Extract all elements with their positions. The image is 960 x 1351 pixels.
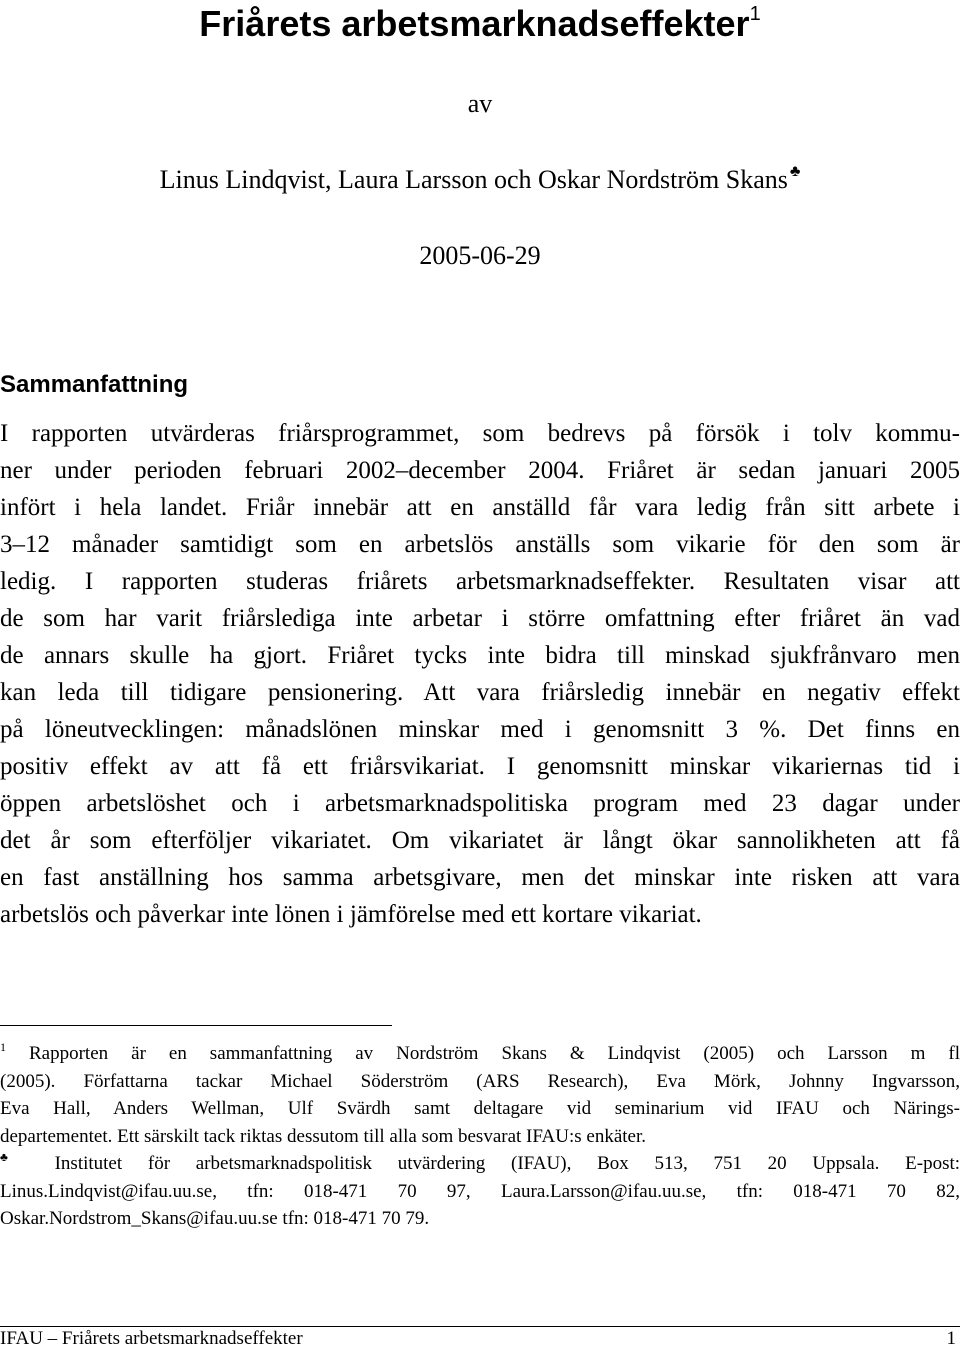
footnote-2-line [0, 1150, 960, 1178]
club-mark-icon: ♣ [789, 163, 801, 180]
summary-line: på löneutvecklingen: månadslönen minskar med i genomsnitt 3 %. Det finns en [0, 716, 960, 743]
authors-text: Linus Lindqvist, Laura Larsson och Oskar Nordström Skans [159, 165, 788, 194]
footnote-1-line: (2005). Författarna tackar Michael Söderström (ARS Research), Eva Mörk, Johnny Ingvarsson, [0, 1070, 960, 1092]
summary-line: ledig. I rapporten studeras friårets arbetsmarknadseffekter. Resultaten visar att [0, 568, 960, 595]
summary-line: öppen arbetslöshet och i arbetsmarknadspolitiska program med 23 dagar under [0, 790, 960, 817]
footnote-2-text: Institutet för arbetsmarknadspolitisk utvärdering (IFAU), Box 513, 751 20 Uppsala. E-post: [54, 1153, 960, 1174]
summary-line: kan leda till tidigare pensionering. Att vara friårsledig innebär en negativ effekt [0, 679, 960, 706]
footnote-1-text: Rapporten är en sammanfattning av Nordström Skans & Lindqvist (2005) och Larsson m fl [29, 1043, 960, 1064]
summary-heading: Sammanfattning [0, 371, 189, 398]
summary-line: de annars skulle ha gjort. Friåret tycks inte bidra till minskad sjukfrånvaro men [0, 642, 960, 669]
byline-av: av [467, 89, 493, 118]
running-footer: IFAU – Friårets arbetsmarknadseffekter [0, 1328, 303, 1349]
document-title [0, 0, 960, 46]
summary-line: arbetslös och påverkar inte lönen i jämförelse med ett kortare vikariat. [0, 901, 702, 928]
footnote-1-line [0, 1040, 960, 1068]
summary-paragraph [0, 415, 960, 933]
footnote-1-line: Eva Hall, Anders Wellman, Ulf Svärdh samt deltagare vid seminarium vid IFAU och Närings- [0, 1098, 960, 1119]
summary-line: ner under perioden februari 2002–december 2004. Friåret är sedan januari 2005 [0, 457, 960, 484]
title-text: Friårets arbetsmarknadseffekter [199, 3, 750, 44]
club-mark-icon: ♣ [0, 1150, 29, 1164]
footer-separator [0, 1326, 960, 1327]
summary-line: de som har varit friårslediga inte arbetar i större omfattning efter friåret än vad [0, 605, 960, 632]
summary-line: 3–12 månader samtidigt som en arbetslös anställs som vikarie för den som är [0, 531, 960, 558]
summary-line: en fast anställning hos samma arbetsgivare, men det minskar inte risken att vara [0, 864, 960, 891]
footnote-1-line: departementet. Ett särskilt tack riktas dessutom till alla som besvarat IFAU:s enkäter. [0, 1125, 647, 1147]
document-date: 2005-06-29 [419, 241, 541, 270]
authors-line [0, 164, 960, 196]
summary-line: infört i hela landet. Friår innebär att en anställd får vara ledig från sitt arbete i [0, 494, 960, 521]
page-number: 1 [946, 1328, 956, 1349]
footnote-1-mark: 1 [0, 1040, 6, 1054]
footnote-2-line: Oskar.Nordstrom_Skans@ifau.uu.se tfn: 018-471 70 79. [0, 1208, 430, 1229]
footnotes [0, 1040, 960, 1233]
title-footnote-mark: 1 [749, 3, 761, 25]
footnote-separator [0, 1025, 392, 1026]
summary-line: det år som efterföljer vikariatet. Om vikariatet är långt ökar sannolikheten att få [0, 827, 960, 854]
summary-line: I rapporten utvärderas friårsprogrammet, som bedrevs på försök i tolv kommu- [0, 420, 960, 447]
footnote-2-line: Linus.Lindqvist@ifau.uu.se, tfn: 018-471 70 97, Laura.Larsson@ifau.uu.se, tfn: 018-471 70 82, [0, 1180, 960, 1202]
summary-line: positiv effekt av att få ett friårsvikariat. I genomsnitt minskar vikariernas tid i [0, 753, 960, 780]
